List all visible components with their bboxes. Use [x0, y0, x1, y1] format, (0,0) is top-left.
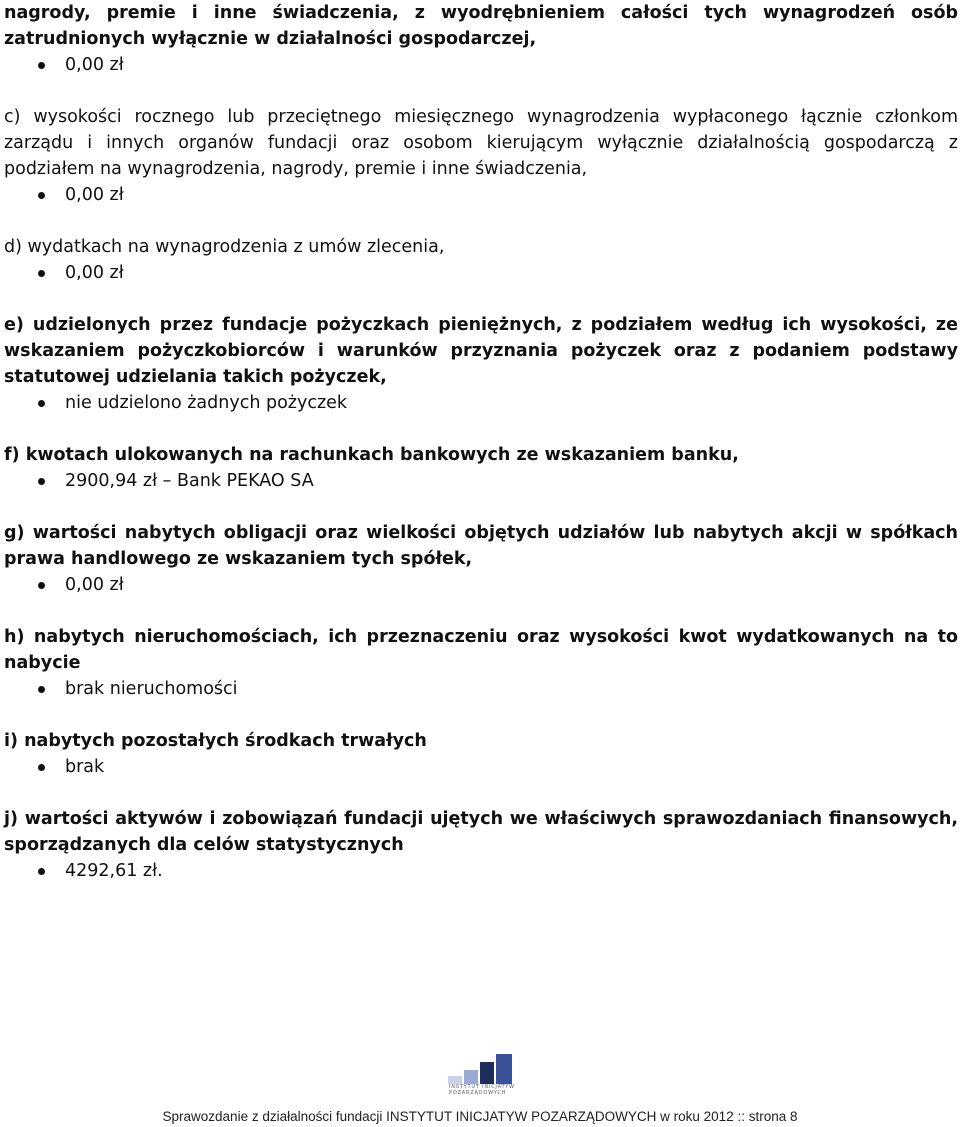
bullet-icon — [38, 400, 45, 407]
section-value: 0,00 zł — [65, 263, 124, 283]
bullet-icon — [38, 62, 45, 69]
logo-block — [480, 1062, 494, 1084]
section-text: d) wydatkach na wynagrodzenia z umów zlecenia, — [4, 237, 445, 257]
section-text: c) wysokości rocznego lub przeciętnego miesięcznego wynagrodzenia wypłaconego łącznie członkom zarządu i innych organów fundacji oraz osobom kierującym wyłącznie działalnością gospodarczą z podziałem na wynagrodzenia, nagrody, premie i inne świadczenia, — [4, 107, 958, 179]
list-item — [4, 52, 958, 78]
section-text: j) wartości aktywów i zobowiązań fundacji ujętych we właściwych sprawozdaniach finansowych, sporządzanych dla celów statystycznych — [4, 809, 958, 855]
section-value: 2900,94 zł – Bank PEKAO SA — [65, 471, 314, 491]
logo-line-2: POZARZĄDOWYCH — [449, 1090, 507, 1096]
document-page — [4, 0, 958, 910]
section-value: brak nieruchomości — [65, 679, 238, 699]
section-d — [4, 234, 958, 286]
bullet-icon — [38, 478, 45, 485]
section-c — [4, 104, 958, 208]
section-value: nie udzielono żadnych pożyczek — [65, 393, 348, 413]
section-h — [4, 624, 958, 702]
section-i — [4, 728, 958, 780]
list-item — [4, 182, 958, 208]
logo-line-1: INSTYTUT INICJATYW — [449, 1084, 515, 1090]
section-value: brak — [65, 757, 105, 777]
section-value: 0,00 zł — [65, 575, 124, 595]
section-text: nagrody, premie i inne świadczenia, z wyodrębnieniem całości tych wynagrodzeń osób zatrudnionych wyłącznie w działalności gospodarczej, — [4, 3, 958, 49]
section-text: h) nabytych nieruchomościach, ich przeznaczeniu oraz wysokości kwot wydatkowanych na to nabycie — [4, 627, 958, 673]
list-item — [4, 572, 958, 598]
list-item — [4, 676, 958, 702]
section-value: 0,00 zł — [65, 55, 124, 75]
section-value: 0,00 zł — [65, 185, 124, 205]
section-text: g) wartości nabytych obligacji oraz wielkości objętych udziałów lub nabytych akcji w spółkach prawa handlowego ze wskazaniem tych spółek, — [4, 523, 958, 569]
section-f — [4, 442, 958, 494]
bullet-icon — [38, 270, 45, 277]
section-e — [4, 312, 958, 416]
bullet-icon — [38, 192, 45, 199]
section-text: e) udzielonych przez fundacje pożyczkach pieniężnych, z podziałem według ich wysokości, ze wskazaniem pożyczkobiorców i warunków przyznania pożyczek oraz z podaniem podstawy statutowej udzielania takich pożyczek, — [4, 315, 958, 387]
logo-block — [448, 1076, 462, 1084]
bullet-icon — [38, 764, 45, 771]
bullet-icon — [38, 582, 45, 589]
section-j — [4, 806, 958, 884]
section-g — [4, 520, 958, 598]
logo-block — [464, 1070, 478, 1084]
bullet-icon — [38, 868, 45, 875]
section-text: i) nabytych pozostałych środkach trwałych — [4, 731, 427, 751]
list-item — [4, 468, 958, 494]
list-item — [4, 260, 958, 286]
list-item — [4, 858, 958, 884]
section-text: f) kwotach ulokowanych na rachunkach bankowych ze wskazaniem banku, — [4, 445, 739, 465]
logo-block — [496, 1054, 512, 1084]
footer-text: Sprawozdanie z działalności fundacji INSTYTUT INICJATYW POZARZĄDOWYCH w roku 2012 :: strona 8 — [162, 1109, 798, 1124]
logo-text — [449, 1084, 515, 1096]
section-b-tail — [4, 0, 958, 78]
bullet-icon — [38, 686, 45, 693]
list-item — [4, 754, 958, 780]
page-footer — [0, 1050, 960, 1127]
section-value: 4292,61 zł. — [65, 861, 163, 881]
list-item — [4, 390, 958, 416]
